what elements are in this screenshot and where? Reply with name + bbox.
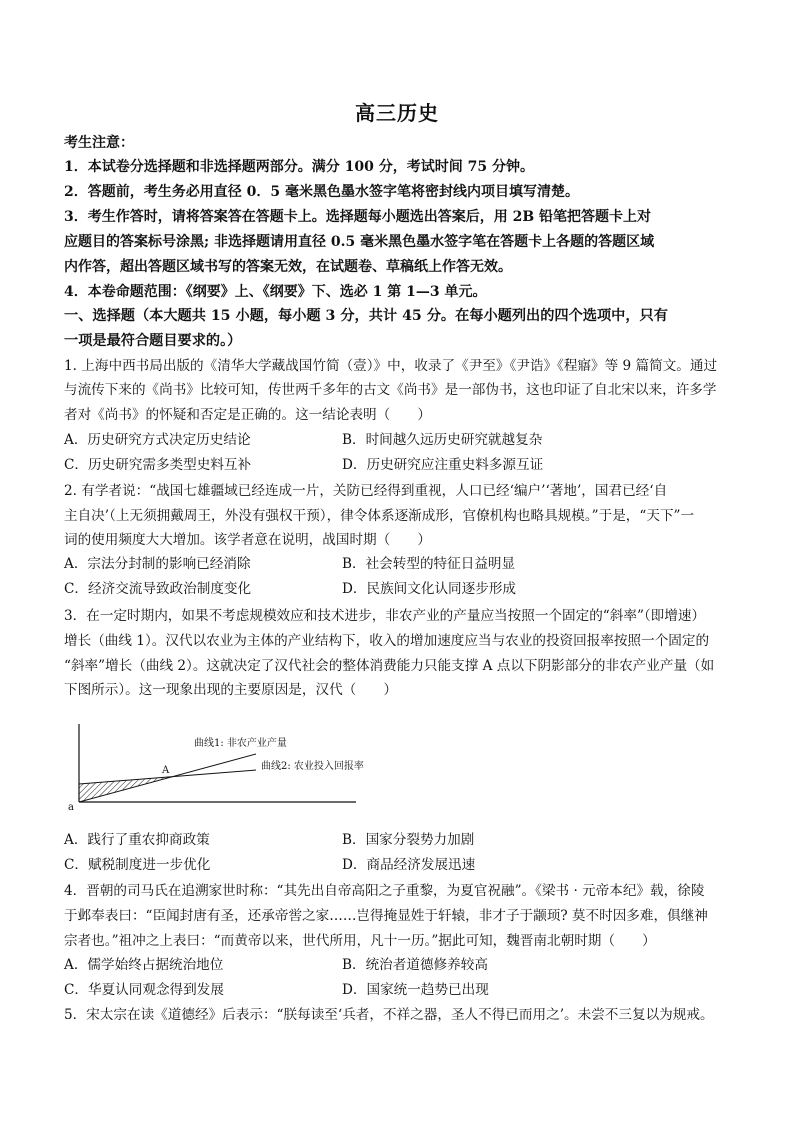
question-2-text: 主自决’（上无须拥戴周王，外没有强权干预），律令体系逐渐成形，官僚机构也略具规模。”于是，“天下”一	[64, 508, 695, 524]
question-1-option-d: D．历史研究应注重史料多源互证	[342, 457, 544, 473]
question-2-option-d: D．民族间文化认同逐步形成	[342, 581, 517, 597]
question-4-text: 宗者也。”祖冲之上表曰：“而黄帝以来，世代所用，凡十一历。”据此可知，魏晋南北朝时期（ ）	[64, 933, 656, 949]
question-1-text: 者对《尚书》的怀疑和否定是正确的。这一结论表明（ ）	[64, 407, 432, 423]
question-4-text: 于邺奉表曰：“臣闻封唐有圣，还承帝喾之家……岂得掩显姓于轩辕，非才子于颛顼? 莫不时因多难，俱继神	[64, 908, 708, 924]
question-3-text: 增长（曲线 1）。汉代以农业为主体的产业结构下，收入的增加速度应当与农业的投资回报率按照一个固定的	[64, 633, 710, 649]
question-4-text: 4．晋朝的司马氏在追溯家世时称：“其先出自帝高阳之子重黎，为夏官祝融”。《梁书 · 元帝本纪》载，徐陵	[64, 883, 705, 899]
question-4-option-a: A．儒学始终占据统治地位	[64, 957, 224, 973]
point-a-label: A	[162, 765, 170, 776]
question-1-text: 1. 上海中西书局出版的《清华大学藏战国竹简（壹）》中，收录了《尹至》《尹诰》《程寤》等 9 篇简文。通过	[64, 358, 718, 374]
section-heading: 一、选择题（本大题共 15 小题，每小题 3 分，共计 45 分。在每小题列出的四个选项中，只有	[64, 308, 668, 324]
notice-item: 2．答题前，考生务必用直径 0．5 毫米黑色墨水签字笔将密封线内项目填写清楚。	[64, 184, 579, 200]
notice-item: 3．考生作答时，请将答案答在答题卡上。选择题每小题选出答案后，用 2B 铅笔把答题卡上对	[64, 209, 652, 225]
question-1-option-b: B．时间越久远历史研究就越复杂	[342, 432, 543, 448]
question-2-option-b: B．社会转型的特征日益明显	[342, 556, 516, 572]
question-4-option-c: C．华夏认同观念得到发展	[64, 982, 224, 998]
question-4-option-d: D．国家统一趋势已出现	[342, 982, 489, 998]
question-1-option-c: C．历史研究需多类型史料互补	[64, 457, 252, 473]
question-2-text: 2. 有学者说：“战国七雄疆域已经连成一片，关防已经得到重视，人口已经‘编户’‘著地’，国君已经‘自	[64, 483, 668, 499]
notice-item: 应题目的答案标号涂黑; 非选择题请用直径 0.5 毫米黑色墨水签字笔在答题卡上各题的答题区域	[64, 234, 655, 250]
curve-2-label: 曲线2: 农业投入回报率	[261, 761, 364, 772]
question-4-option-b: B．统治者道德修养较高	[342, 957, 488, 973]
question-3-option-b: B．国家分裂势力加剧	[342, 832, 475, 848]
question-3-diagram	[64, 718, 364, 822]
notice-item: 4．本卷命题范围：《纲要》上、《纲要》下、选必 1 第 1—3 单元。	[64, 284, 487, 300]
section-heading: 一项是最符合题目要求的。）	[64, 333, 242, 349]
curve-1-label: 曲线1: 非农产业产量	[194, 738, 287, 749]
question-2-option-c: C．经济交流导致政治制度变化	[64, 581, 252, 597]
question-5-text: 5．宋太宗在读《道德经》后表示：“朕每读至‘兵者，不祥之器，圣人不得已而用之’。未尝不三复以为规戒。	[64, 1007, 714, 1023]
diagram-svg	[64, 718, 364, 822]
page-title: 高三历史	[355, 101, 439, 125]
notice-item: 内作答，超出答题区域书写的答案无效，在试题卷、草稿纸上作答无效。	[64, 259, 512, 275]
question-3-text: 下图所示）。这一现象出现的主要原因是，汉代（ ）	[64, 682, 398, 698]
question-2-option-a: A．宗法分封制的影响已经消除	[64, 556, 251, 572]
question-3-text: “斜率”增长（曲线 2）。这就决定了汉代社会的整体消费能力只能支撑 A 点以下阴影部分的非农产业产量（如	[64, 658, 715, 674]
question-3-option-a: A．践行了重农抑商政策	[64, 832, 210, 848]
notice-heading: 考生注意：	[64, 135, 134, 151]
curve-1	[79, 754, 256, 802]
notice-item: 1．本试卷分选择题和非选择题两部分。满分 100 分，考试时间 75 分钟。	[64, 159, 534, 175]
origin-label: a	[68, 802, 74, 813]
question-3-option-d: D．商品经济发展迅速	[342, 857, 476, 873]
question-2-text: 词的使用频度大大增加。该学者意在说明，战国时期（ ）	[64, 532, 432, 548]
question-3-option-c: C．赋税制度进一步优化	[64, 857, 211, 873]
question-3-text: 3．在一定时期内，如果不考虑规模效应和技术进步，非农产业的产量应当按照一个固定的“斜率”（即增速）	[64, 608, 706, 624]
question-1-text: 与流传下来的《尚书》比较可知，传世两千多年的古文《尚书》是一部伪书，这也印证了自北宋以来，许多学	[64, 382, 717, 398]
question-1-option-a: A．历史研究方式决定历史结论	[64, 432, 251, 448]
